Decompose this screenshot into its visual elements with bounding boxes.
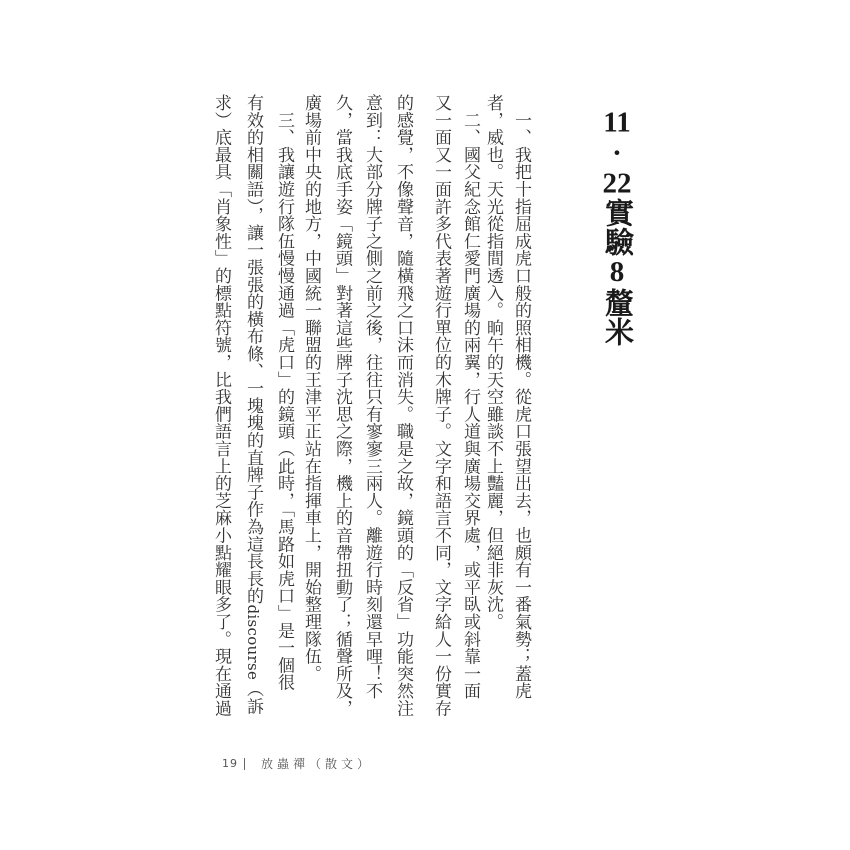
- title-dot: ·: [601, 137, 633, 169]
- page-number: 19: [222, 757, 238, 770]
- text-column-10-part-a: 有效的相關語），讓一張張的橫布條、一塊塊的直牌子作為這長長的: [243, 94, 263, 605]
- title-number-22: 22: [602, 169, 632, 198]
- text-column-10-latin: discourse: [244, 604, 262, 681]
- title-word-experiment: 實驗: [601, 198, 633, 256]
- text-column-3: 二、國父紀念館仁愛門廣場的兩翼，行人道與廣場交界處，或平臥或斜靠一面: [460, 94, 480, 700]
- text-column-7: 久，當我底手姿「鏡頭」對著這些牌子沈思之際，機上的音帶扭動了；循聲所及，: [332, 94, 352, 717]
- text-column-5: 的感覺，不像聲音，隨橫飛之口沫而消失。職是之故，鏡頭的「反省」功能突然注: [393, 94, 413, 717]
- text-column-10-part-b: （訴: [243, 680, 263, 715]
- title-word-centimeter: 釐米: [601, 288, 633, 346]
- text-column-11: 求）底最具「肖象性」的標點符號，比我們語言上的芝麻小點耀眼多了。現在通過: [211, 94, 231, 717]
- text-column-9: 三、我讓遊行隊伍慢慢通過「虎口」的鏡頭（此時，「馬路如虎口」是一個很: [274, 94, 294, 691]
- text-column-6: 意到：大部分牌子之側之前之後，往往只有寥寥三兩人。離遊行時刻還早哩！不: [362, 94, 382, 700]
- footer-divider: [244, 758, 245, 770]
- chapter-title: [600, 108, 634, 346]
- text-column-10: [243, 94, 263, 715]
- text-column-1: 一、我把十指屈成虎口般的照相機。從虎口張望出去，也頗有一番氣勢；蓋虎: [511, 94, 531, 700]
- page-footer: [222, 755, 373, 772]
- text-column-8: 廣場前中央的地方，中國統一聯盟的王津平正站在指揮車上，開始整理隊伍。: [301, 94, 321, 683]
- book-title: 放蟲禪（散文）: [261, 757, 374, 771]
- title-number-8: 8: [601, 256, 633, 288]
- title-number-11: 11: [603, 108, 631, 137]
- text-column-4: 又一面又一面許多代表著遊行單位的木牌子。文字和語言不同，文字給人一份實存: [431, 94, 451, 717]
- text-column-2: 者，威也。天光從指間透入。晌午的天空雖談不上豔麗，但絕非灰沈。: [483, 94, 503, 631]
